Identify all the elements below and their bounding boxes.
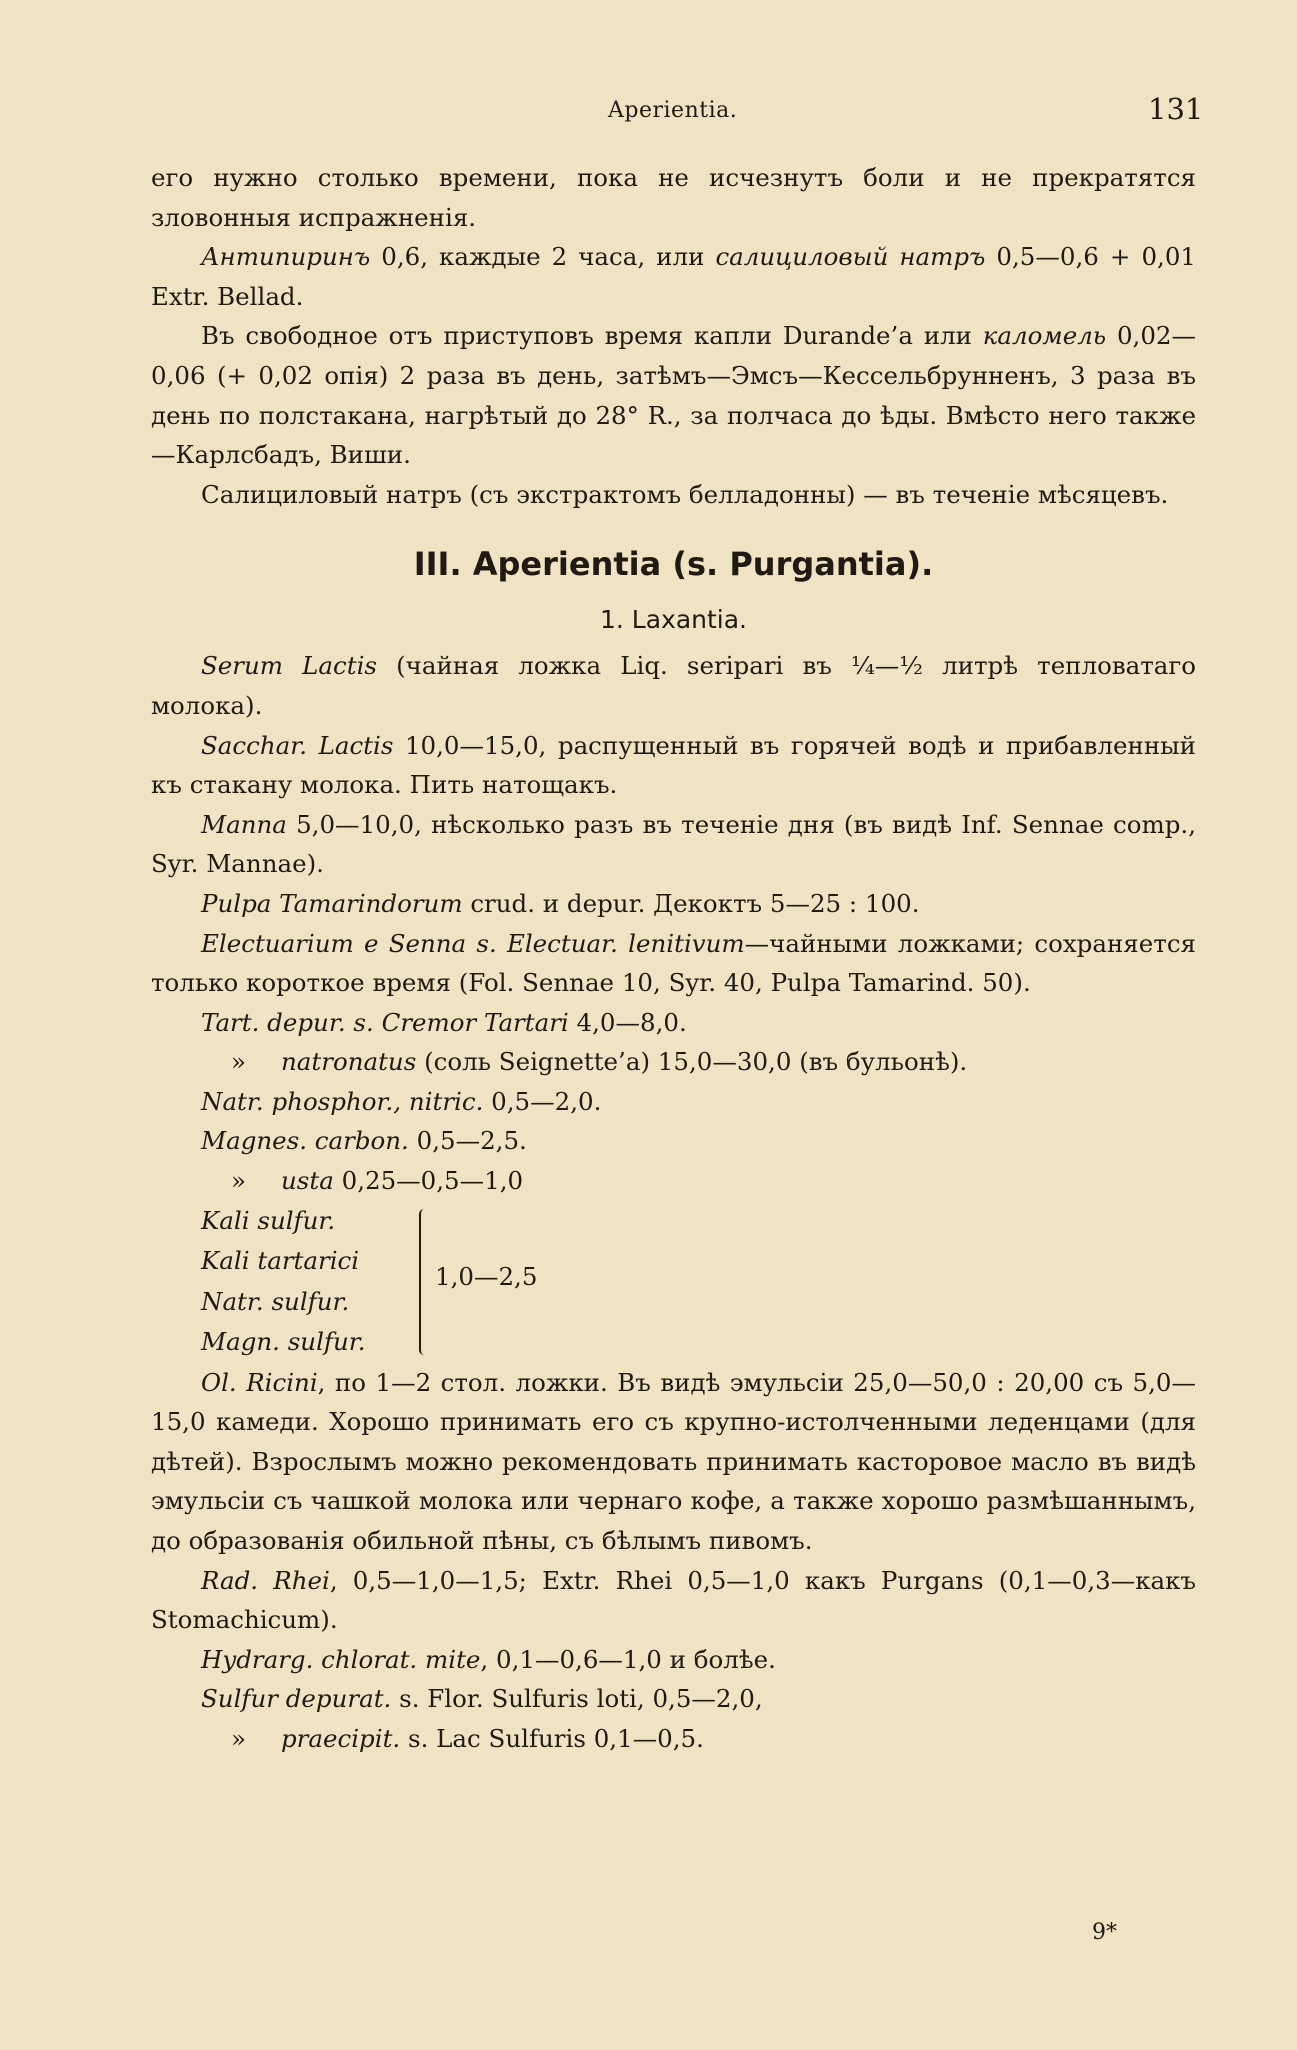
entry: Ol. Ricini, по 1—2 стол. ложки. Въ видѣ эмульсіи 25,0—50,0 : 20,00 съ 5,0—15,0 камеди. Хорошо принимать его съ крупно-истолченными леденцами (для дѣтей). Взрослымъ можно рекомендовать принимать касторовое масло въ видѣ эмульсіи съ чашкой молока или чернаго кофе, а также хорошо размѣшаннымъ, до образованія обильной пѣны, съ бѣлымъ пивомъ. bbox=[151, 1367, 1197, 1556]
entry: Electuarium e Senna s. Electuar. lenitivum—чайными ложками; сохраняется только короткое время (Fol. Sennae 10, Syr. 40, Pulpa Tamarind. 50). bbox=[151, 928, 1196, 998]
entry: Rad. Rhei, 0,5—1,0—1,5; Extr. Rhei 0,5—1,0 какъ Purgans (0,1—0,3—какъ Stomachicum). bbox=[151, 1565, 1197, 1635]
list-item: » natronatus (соль Seignette’a) 15,0—30,0 (въ бульонѣ). bbox=[151, 1042, 1196, 1082]
entry: Pulpa Tamarindorum crud. и depur. Декоктъ 5—25 : 100. bbox=[201, 888, 920, 918]
signature-mark: 9* bbox=[1092, 1920, 1117, 1945]
curly-brace-icon bbox=[419, 1209, 429, 1355]
running-title: Aperientia. bbox=[608, 98, 738, 123]
ditto-mark: » bbox=[231, 1724, 246, 1753]
brace-item: Natr. sulfur. bbox=[201, 1286, 350, 1316]
brace-value: 1,0—2,5 bbox=[435, 1261, 538, 1291]
page-header bbox=[0, 92, 1297, 132]
section-title: III. Aperientia (s. Purgantia). bbox=[413, 545, 934, 584]
list-item: Natr. phosphor., nitric. 0,5—2,0. bbox=[201, 1086, 602, 1116]
subsection-title: 1. Laxantia. bbox=[599, 605, 748, 635]
entry: Manna 5,0—10,0, нѣсколько разъ въ теченіе дня (въ видѣ Inf. Sennae comp., Syr. Mannae). bbox=[151, 809, 1196, 879]
paragraph: Въ свободное отъ приступовъ время капли Durande’a или каломель 0,02—0,06 (+ 0,02 опія) 2 раза въ день, затѣмъ—Эмсъ—Кессельбрунненъ, 3 раза въ день по полстакана, нагрѣтый до 28° R., за полчаса до ѣды. Вмѣсто него также—Карлсбадъ, Виши. bbox=[151, 321, 1196, 470]
list-item: Magnes. carbon. 0,5—2,5. bbox=[201, 1126, 527, 1156]
brace-group bbox=[201, 1201, 1196, 1363]
entry: Serum Lactis (чайная ложка Liq. seripari въ ¼—½ литрѣ тепловатаго молока). bbox=[151, 651, 1196, 720]
brace-item: Kali sulfur. bbox=[201, 1205, 336, 1235]
ditto-mark: » bbox=[231, 1047, 246, 1077]
list-item: » praecipit. s. Lac Sulfuris 0,1—0,5. bbox=[151, 1719, 1196, 1759]
page-number: 131 bbox=[1148, 92, 1204, 126]
paragraph: Салициловый натръ (съ экстрактомъ белладонны) — въ теченіе мѣсяцевъ. bbox=[201, 479, 1169, 509]
brace-item: Kali tartarici bbox=[201, 1246, 360, 1276]
list-item: Hydrarg. chlorat. mite, 0,1—0,6—1,0 и болѣе. bbox=[201, 1644, 776, 1674]
paragraph: его нужно столько времени, пока не исчезнутъ боли и не прекратятся зловонныя испражненія. bbox=[151, 163, 1196, 232]
page-body bbox=[151, 158, 1196, 1759]
list-item: » usta 0,25—0,5—1,0 bbox=[151, 1161, 1196, 1201]
list-item: Tart. depur. s. Cremor Tartari 4,0—8,0. bbox=[201, 1007, 687, 1037]
paragraph: Антипиринъ 0,6, каждые 2 часа, или салициловый натръ 0,5—0,6 + 0,01 Extr. Bellad. bbox=[151, 242, 1197, 311]
entry: Sacchar. Lactis 10,0—15,0, распущенный въ горячей водѣ и прибавленный къ стакану молока. Пить натощакъ. bbox=[151, 730, 1196, 800]
brace-item: Magn. sulfur. bbox=[201, 1327, 366, 1357]
list-item: Sulfur depurat. s. Flor. Sulfuris loti, 0,5—2,0, bbox=[201, 1684, 763, 1714]
ditto-mark: » bbox=[231, 1166, 246, 1196]
